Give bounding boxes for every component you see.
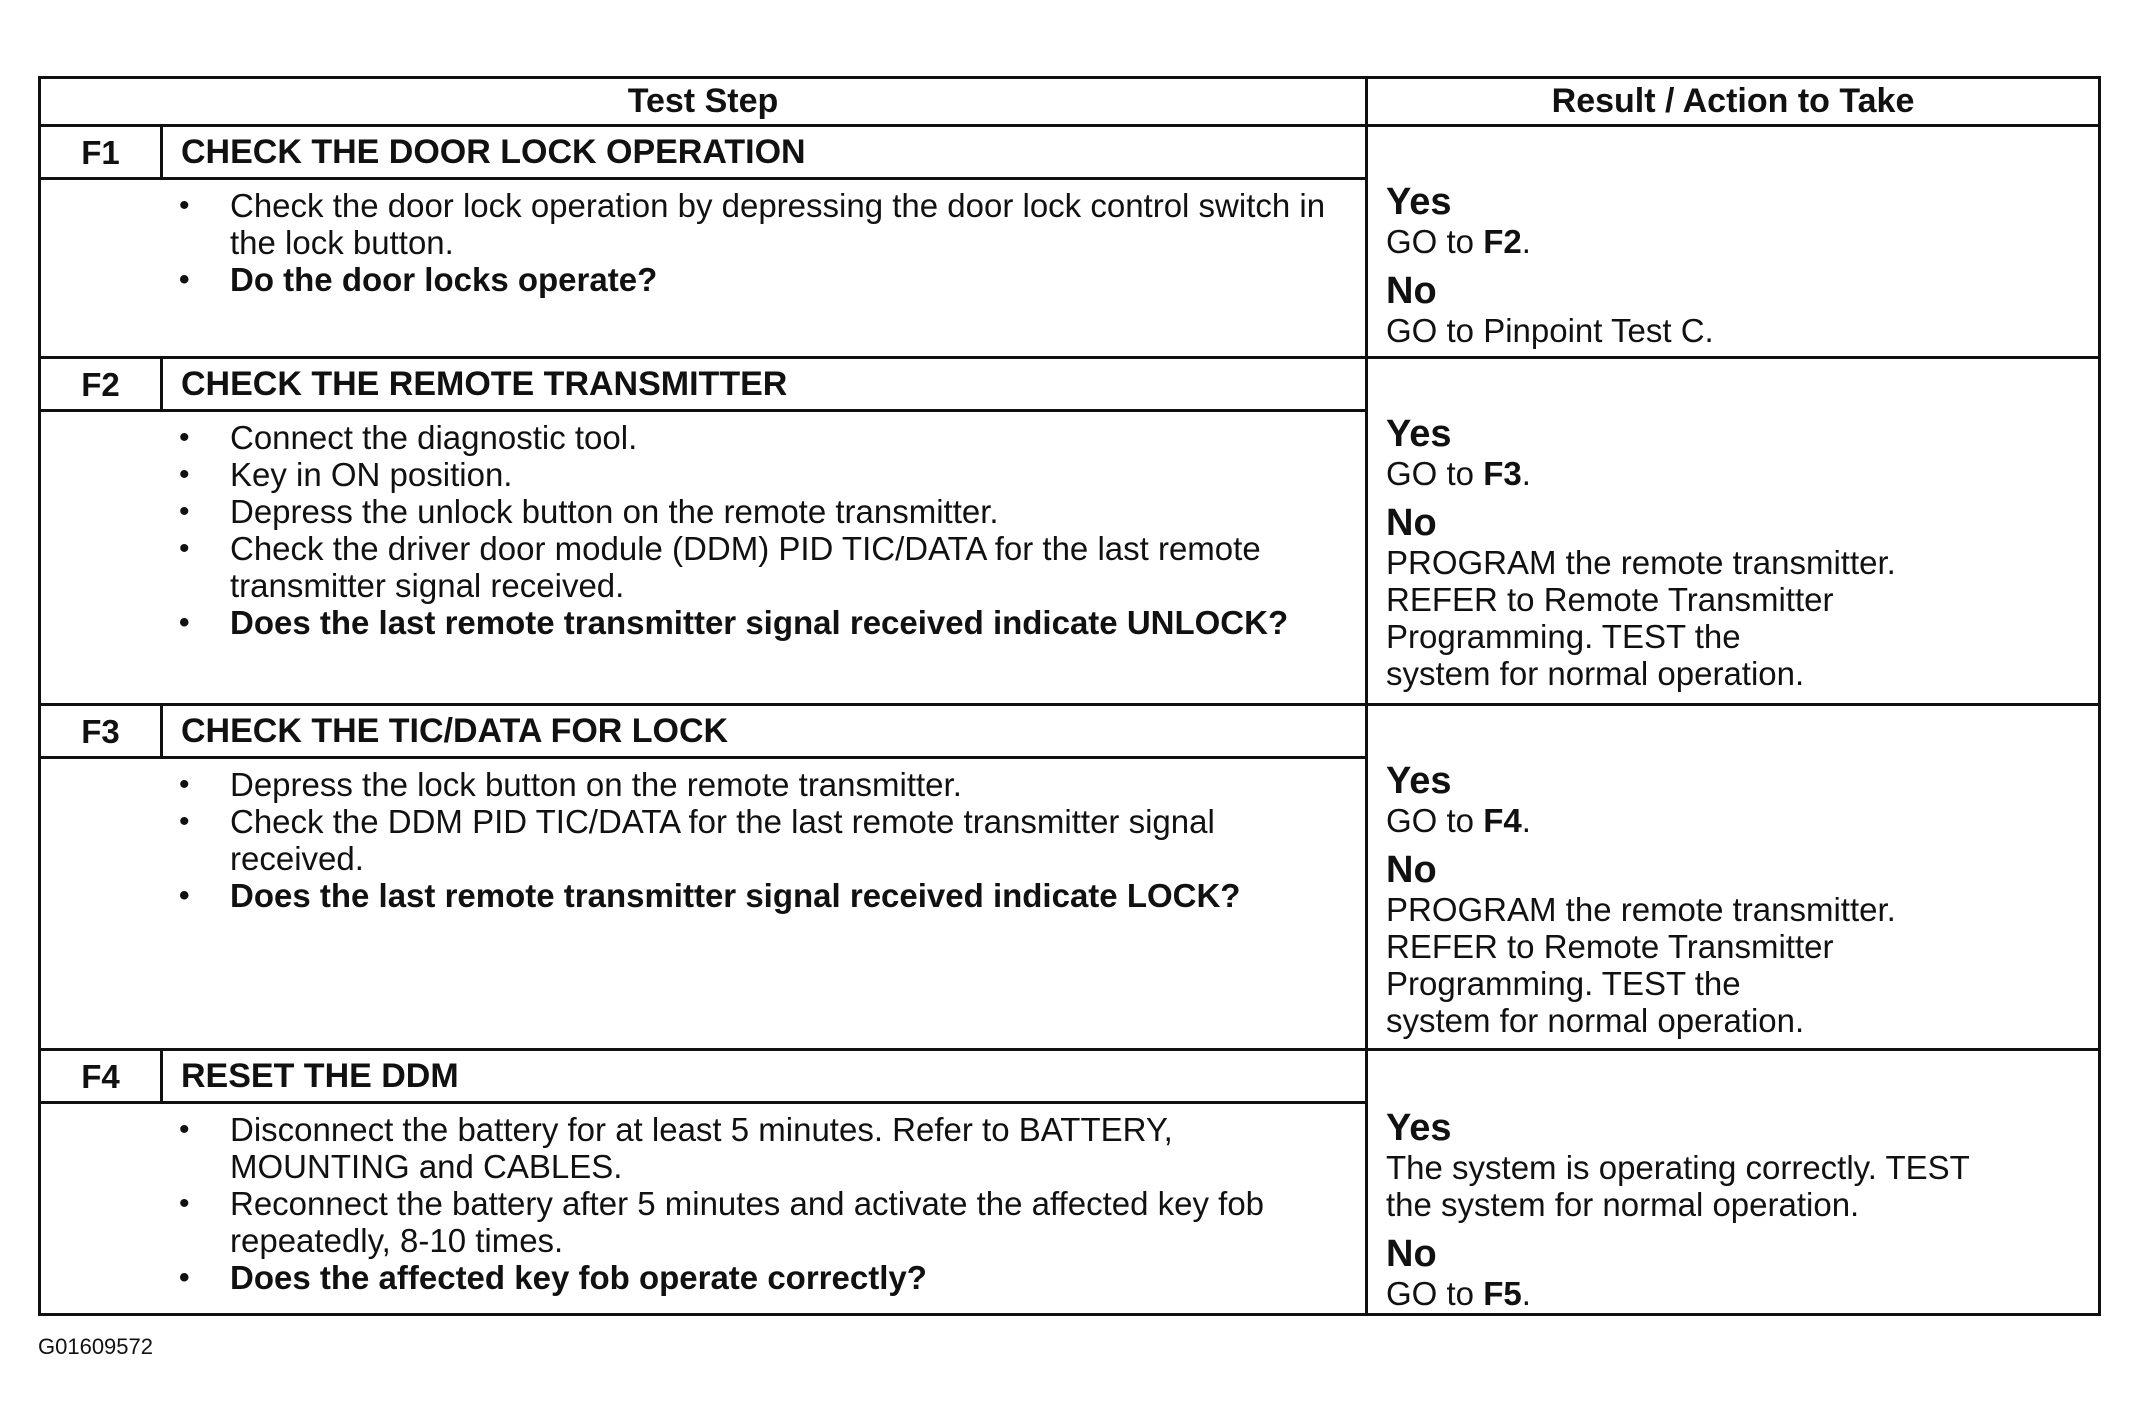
instruction-item: • Check the driver door module (DDM) PID TIC/DATA for the last remote transmitter signal received.	[179, 530, 1261, 604]
no-action-line: Programming. TEST the	[1386, 965, 1741, 1002]
bullet-icon: •	[179, 768, 190, 801]
instruction-item: • Disconnect the battery for at least 5 minutes. Refer to BATTERY, MOUNTING and CABLES.	[179, 1111, 1173, 1185]
step-title: CHECK THE DOOR LOCK OPERATION	[181, 133, 806, 171]
result-no	[1386, 849, 2088, 1039]
bullet-icon: •	[179, 1187, 190, 1220]
instruction-item: • Check the DDM PID TIC/DATA for the last remote transmitter signal received.	[179, 803, 1215, 877]
no-label: No	[1386, 270, 1437, 312]
instruction-item: • Reconnect the battery after 5 minutes and activate the affected key fob repeatedly, 8-10 times.	[179, 1185, 1265, 1259]
yes-label: Yes	[1386, 413, 1452, 455]
step-f2-test	[41, 359, 1368, 703]
step-f4-test	[41, 1051, 1368, 1313]
bullet-icon: •	[179, 189, 190, 222]
no-action-line: system for normal operation.	[1386, 1002, 1805, 1039]
result-yes	[1386, 413, 2088, 492]
yes-label: Yes	[1386, 760, 1452, 802]
step-f3-header	[41, 706, 1365, 759]
yes-action: GO to F4.	[1386, 802, 1531, 839]
step-f3-instructions	[177, 766, 1347, 914]
result-no	[1386, 502, 2088, 692]
yes-action-line: the system for normal operation.	[1386, 1186, 1860, 1223]
step-f3-result	[1386, 706, 2088, 1048]
bullet-icon: •	[179, 421, 190, 454]
result-no	[1386, 1233, 2088, 1312]
step-f3-test	[41, 706, 1368, 1048]
bullet-icon: •	[179, 879, 190, 912]
question-item: • Does the last remote transmitter signal received indicate LOCK?	[179, 877, 1241, 914]
step-title: CHECK THE TIC/DATA FOR LOCK	[181, 712, 729, 750]
question-item: • Do the door locks operate?	[179, 261, 658, 298]
yes-label: Yes	[1386, 181, 1452, 223]
yes-action: GO to F2.	[1386, 223, 1531, 260]
bullet-icon: •	[179, 263, 190, 296]
step-f4	[41, 1051, 2098, 1313]
instruction-item: • Check the door lock operation by depressing the door lock control switch in the lock button.	[179, 187, 1326, 261]
no-label: No	[1386, 502, 1437, 544]
column-header-test-step: Test Step	[41, 79, 1368, 127]
column-header-result: Result / Action to Take	[1368, 79, 2098, 127]
instruction-item: • Key in ON position.	[179, 456, 513, 493]
instruction-item: • Depress the unlock button on the remote transmitter.	[179, 493, 999, 530]
step-f2-header	[41, 359, 1365, 412]
step-title: RESET THE DDM	[181, 1057, 459, 1095]
step-f4-result	[1386, 1051, 2088, 1313]
step-title: CHECK THE REMOTE TRANSMITTER	[181, 365, 788, 403]
no-label: No	[1386, 1233, 1437, 1275]
question-item: • Does the affected key fob operate correctly?	[179, 1259, 927, 1296]
step-f2-instructions	[177, 419, 1347, 641]
result-yes	[1386, 181, 2088, 260]
yes-action-line: The system is operating correctly. TEST	[1386, 1149, 1970, 1186]
result-yes	[1386, 760, 2088, 839]
bullet-icon: •	[179, 805, 190, 838]
bullet-icon: •	[179, 1261, 190, 1294]
bullet-icon: •	[179, 606, 190, 639]
step-id: F1	[41, 127, 163, 177]
bullet-icon: •	[179, 458, 190, 491]
step-f2	[41, 359, 2098, 706]
no-action-line: Programming. TEST the	[1386, 618, 1741, 655]
figure-id: G01609572	[38, 1334, 153, 1359]
step-f1	[41, 127, 2098, 359]
no-action: GO to F5.	[1386, 1275, 1531, 1312]
step-id: F3	[41, 706, 163, 756]
step-f1-result	[1386, 127, 2088, 356]
step-f3	[41, 706, 2098, 1051]
instruction-item: • Depress the lock button on the remote transmitter.	[179, 766, 962, 803]
no-action: GO to Pinpoint Test C.	[1386, 312, 1714, 349]
no-action-line: REFER to Remote Transmitter	[1386, 581, 1834, 618]
bullet-icon: •	[179, 532, 190, 565]
instruction-item: • Connect the diagnostic tool.	[179, 419, 638, 456]
result-yes	[1386, 1107, 2088, 1223]
step-f2-result	[1386, 359, 2088, 703]
result-no	[1386, 270, 2088, 349]
no-action-line: PROGRAM the remote transmitter.	[1386, 544, 1896, 581]
step-f1-test	[41, 127, 1368, 356]
no-label: No	[1386, 849, 1437, 891]
test-table	[38, 76, 2101, 1316]
step-f4-instructions	[177, 1111, 1347, 1296]
no-action-line: REFER to Remote Transmitter	[1386, 928, 1834, 965]
step-f1-instructions	[177, 187, 1347, 298]
bullet-icon: •	[179, 495, 190, 528]
question-item: • Does the last remote transmitter signal received indicate UNLOCK?	[179, 604, 1289, 641]
yes-action: GO to F3.	[1386, 455, 1531, 492]
step-id: F2	[41, 359, 163, 409]
yes-label: Yes	[1386, 1107, 1452, 1149]
step-f1-header	[41, 127, 1365, 180]
step-id: F4	[41, 1051, 163, 1101]
no-action-line: system for normal operation.	[1386, 655, 1805, 692]
step-f4-header	[41, 1051, 1365, 1104]
bullet-icon: •	[179, 1113, 190, 1146]
no-action-line: PROGRAM the remote transmitter.	[1386, 891, 1896, 928]
